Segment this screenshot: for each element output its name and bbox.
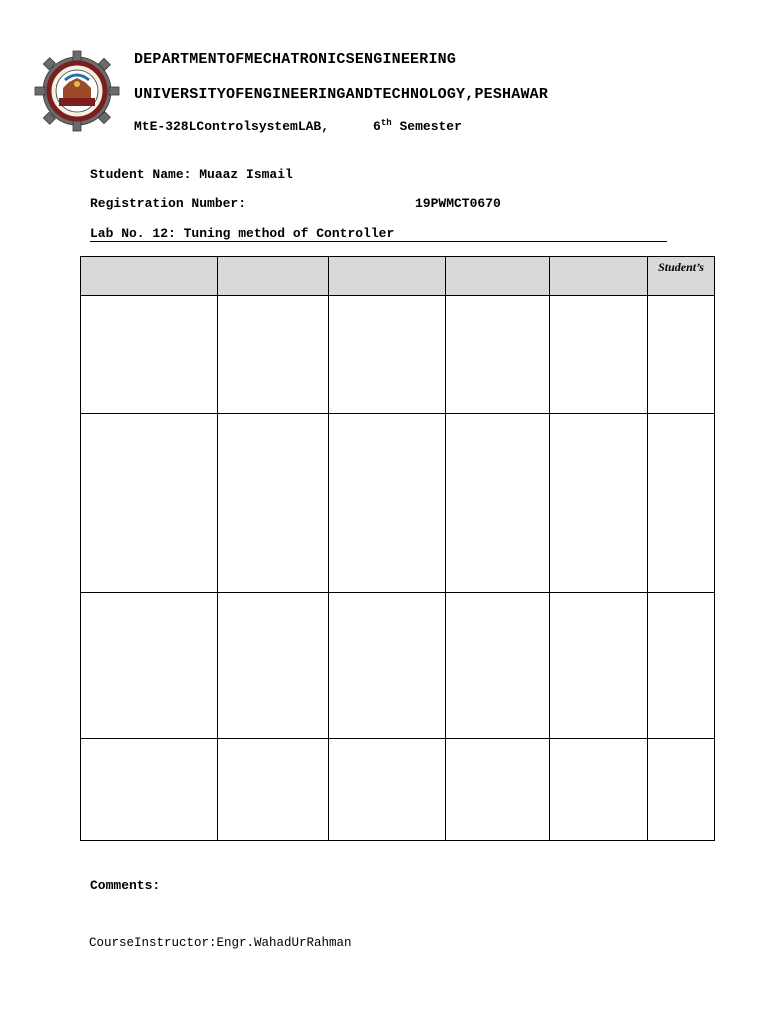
table-cell: [550, 739, 648, 841]
university-logo: [33, 50, 121, 132]
lab-title-underline: [90, 241, 667, 242]
table-row: [81, 593, 715, 739]
table-header-cell: [81, 257, 218, 296]
lab-title: Lab No. 12: Tuning method of Controller: [90, 226, 395, 241]
department-title: DEPARTMENTOFMECHATRONICSENGINEERING: [134, 51, 457, 68]
semester-suffix: th: [380, 118, 392, 128]
course-instructor: CourseInstructor:Engr.WahadUrRahman: [89, 936, 352, 950]
table-header-cell: [550, 257, 648, 296]
table-row: [81, 414, 715, 593]
table-cell: [329, 414, 446, 593]
table-cell: [648, 296, 715, 414]
table-cell: [550, 593, 648, 739]
registration-label: Registration Number:: [90, 196, 247, 211]
table-cell: [446, 593, 550, 739]
students-column-header: Student’s: [658, 260, 704, 274]
course-name: MtE-328LControlsystemLAB,: [134, 119, 330, 134]
table-cell: [446, 296, 550, 414]
course-line: [134, 118, 462, 134]
comments-label: Comments:: [90, 878, 161, 893]
table-cell: [81, 739, 218, 841]
table-header-cell: [446, 257, 550, 296]
table-cell: [218, 593, 329, 739]
table-cell: [329, 739, 446, 841]
table-row: [81, 296, 715, 414]
table-cell: [329, 593, 446, 739]
table-cell: [218, 414, 329, 593]
table-header-cell: [218, 257, 329, 296]
table-cell: [81, 414, 218, 593]
table-header-cell: [329, 257, 446, 296]
semester-number: 6: [373, 119, 381, 134]
table-cell: [648, 414, 715, 593]
table-cell: [648, 739, 715, 841]
table-cell: [446, 739, 550, 841]
table-cell: [446, 414, 550, 593]
rubric-table: [80, 256, 715, 841]
university-title: UNIVERSITYOFENGINEERINGANDTECHNOLOGY,PESHAWAR: [134, 86, 549, 103]
semester-word: Semester: [399, 119, 462, 134]
table-cell: [81, 593, 218, 739]
table-cell: [550, 414, 648, 593]
table-cell: [218, 739, 329, 841]
table-cell: [550, 296, 648, 414]
table-header-cell: [648, 257, 715, 296]
table-cell: [81, 296, 218, 414]
student-name: Student Name: Muaaz Ismail: [90, 167, 293, 182]
table-cell: [218, 296, 329, 414]
table-row: [81, 739, 715, 841]
table-header-row: [81, 257, 715, 296]
registration-number: 19PWMCT0670: [415, 196, 501, 211]
table-cell: [329, 296, 446, 414]
table-cell: [648, 593, 715, 739]
